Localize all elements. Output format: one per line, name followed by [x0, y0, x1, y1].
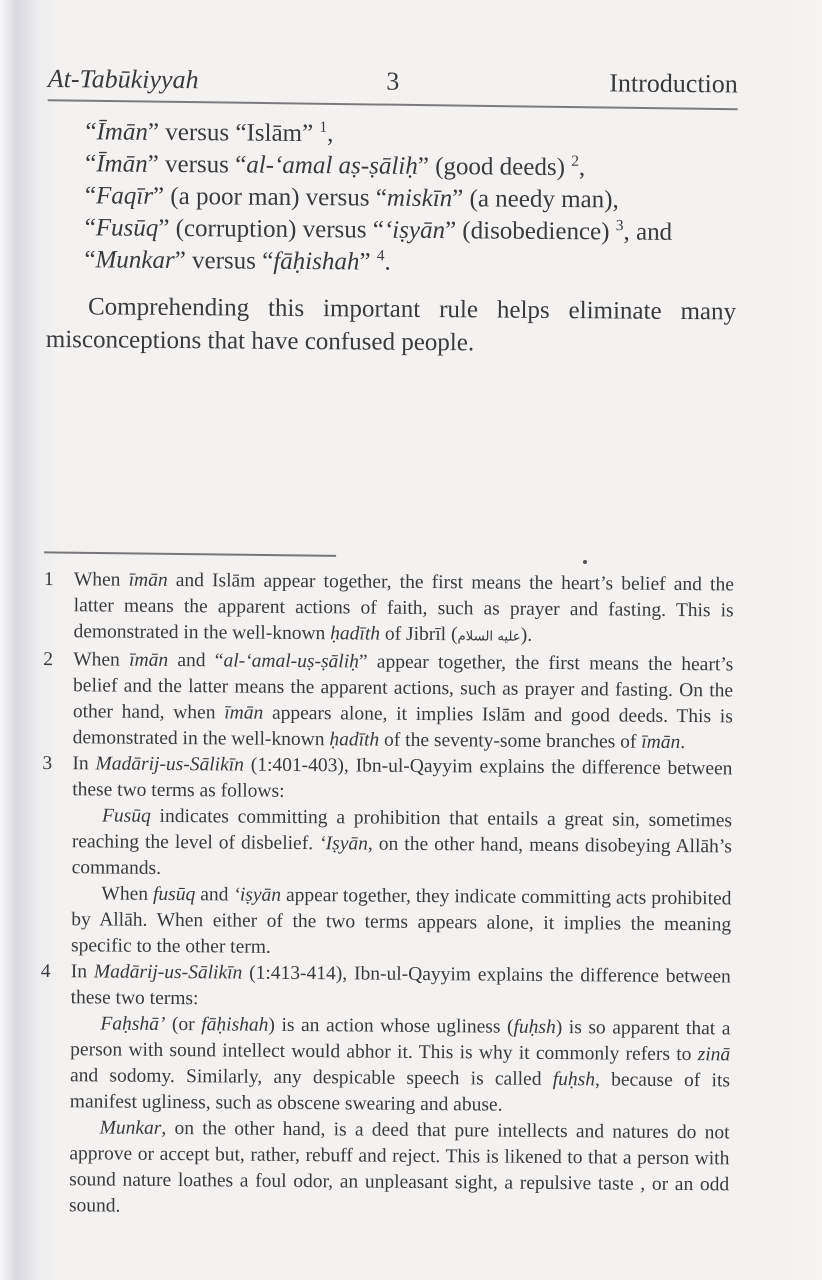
footnote-ref: 4	[376, 247, 385, 265]
text-run: “	[85, 118, 97, 146]
body-paragraph: Comprehending this important rule helps eliminate many misconceptions that have confused people.	[45, 293, 737, 357]
term-italic: Madārij-us-Sālikīn	[95, 753, 245, 776]
term-italic: ‘Iṣyān	[319, 833, 368, 855]
term-italic: fāḥishah	[201, 1014, 269, 1036]
footnote-paragraph	[73, 567, 734, 652]
text-run: In	[72, 753, 96, 775]
text-run: ) is so apparent that a person with sound intellect would abhor it. This is why it commonly refers to	[70, 1017, 731, 1066]
footnote-separator	[44, 551, 336, 557]
text-run: “	[85, 150, 97, 178]
term-line	[85, 148, 737, 185]
text-run: ” (disobedience)	[444, 217, 616, 246]
term-line	[85, 180, 737, 217]
text-run: ” (a needy man),	[452, 185, 619, 214]
term-italic: zinā	[697, 1044, 731, 1066]
text-run: ” (a poor man) versus “	[152, 182, 388, 212]
term-italic: miskīn	[386, 184, 453, 213]
footnote	[39, 959, 731, 1224]
text-run: “	[84, 182, 97, 210]
text-run: (1:413-414), Ibn-ul-Qayyim explains the difference between these two terms:	[70, 962, 731, 1010]
term-italic: ‘iṣyān	[383, 216, 446, 245]
text-run: When	[73, 569, 129, 591]
page-content	[39, 0, 739, 1224]
footnote-ref: 3	[615, 217, 624, 235]
text-run: .	[680, 731, 686, 754]
footnote-text	[71, 751, 733, 964]
text-run: In	[70, 961, 95, 983]
term-italic: al-‘amal-uṣ-ṣāliḥ	[223, 650, 359, 673]
footnote-text	[69, 959, 731, 1224]
text-run: and sodomy. Similarly, any despicable speech is called	[69, 1065, 553, 1090]
text-run: , because of its manifest ugliness, such as obscene swearing and abuse.	[69, 1069, 731, 1116]
term-italic: ḥadīth	[330, 623, 381, 645]
term-italic: fuḥsh	[513, 1016, 556, 1039]
term-italic: ‘iṣyān	[233, 884, 282, 906]
text-run: When	[73, 649, 130, 671]
text-run: When	[101, 883, 154, 905]
page-number: 3	[386, 66, 400, 96]
text-run: appear together, they indicate committing acts prohibited by Allāh. When either of the two terms appears alone, it implies the meaning specific to the other term.	[70, 884, 732, 958]
footnote-number: 3	[42, 752, 53, 775]
footnote-paragraph	[70, 1011, 731, 1120]
term-italic: īmān	[129, 649, 169, 671]
footnote-number: 1	[43, 568, 54, 591]
page-header	[48, 64, 738, 99]
header-rule	[48, 99, 738, 110]
text-run: .	[384, 248, 391, 276]
text-run: and	[195, 884, 234, 906]
term-italic: Īmān	[96, 150, 148, 178]
text-run: ).	[520, 624, 533, 646]
term-italic: īmān	[128, 569, 168, 591]
term-italic: ḥadīth	[329, 729, 380, 751]
footnote-text	[73, 567, 734, 652]
term-italic: Fusūq	[101, 805, 151, 827]
text-run: (or	[165, 1013, 202, 1036]
term-italic: al-‘amal aṣ-ṣāliḥ	[246, 151, 418, 180]
term-italic: Faqīr	[95, 182, 154, 210]
footnote-text	[73, 647, 734, 756]
term-italic: Fusūq	[95, 214, 159, 242]
term-line	[85, 212, 737, 249]
footnote-number: 2	[43, 648, 54, 671]
term-italic: īmān	[641, 731, 681, 753]
text-run: ) is an action whose ugliness (	[268, 1014, 514, 1038]
text-run: (1:401-403), Ibn-ul-Qayyim explains the difference between these two terms as follows:	[72, 754, 733, 802]
text-run: ” versus “Islām”	[147, 118, 320, 148]
term-italic: Munkar	[95, 246, 175, 275]
text-run: , and	[623, 218, 673, 246]
text-run: ” versus “	[174, 247, 274, 275]
footnote-paragraph	[71, 881, 732, 964]
term-italic: fāḥishah	[273, 247, 360, 276]
term-italic: Madārij-us-Sālikīn	[93, 961, 243, 984]
text-run: indicates committing a prohibition that entails a great sin, sometimes reaching the level of disbelief.	[71, 805, 733, 855]
footnote-paragraph	[72, 751, 732, 808]
chapter-title: Introduction	[609, 68, 738, 99]
text-run: “	[84, 214, 96, 242]
footnote-number: 4	[40, 960, 51, 983]
text-run: ” (corruption) versus “	[158, 214, 385, 244]
footnote-paragraph	[73, 647, 734, 756]
term-line	[85, 116, 737, 153]
text-run: ” versus “	[147, 150, 247, 179]
term-line	[84, 244, 736, 281]
text-run: and “	[168, 649, 224, 672]
footnote	[41, 751, 733, 964]
footnote-ref: 2	[571, 152, 580, 170]
text-run: “	[84, 246, 96, 274]
text-run: of Jibrīl (	[379, 623, 458, 646]
text-run: appears alone, it implies Islām and good deeds. This is demonstrated in the well-known	[72, 702, 733, 751]
term-italic: fuḥsh	[552, 1068, 596, 1091]
footnote-ref: 1	[319, 118, 328, 136]
honorific-arabic: عليه السلام	[457, 629, 521, 645]
text-run: ,	[578, 154, 586, 182]
text-run: and Islām appear together, the first means the heart’s belief and the latter means the apparent actions of faith, such as prayer and fasting. This is demonstrated in the well-known	[73, 569, 734, 645]
term-italic: fusūq	[152, 883, 196, 906]
text-run: ” (good deeds)	[417, 152, 572, 182]
footnote	[43, 647, 734, 756]
text-run: ”	[359, 248, 377, 276]
footnotes	[39, 567, 734, 1224]
text-run: ,	[327, 120, 334, 148]
term-italic: īmān	[224, 702, 264, 724]
text-run: , on the other hand, is a deed that pure intellects and natures do not approve or accept but, rather, rebuff and reject. This is likened to that a person with sound nature loathes a foul odor, an unpleasant sight, a repulsive taste , or an odd sound.	[68, 1117, 730, 1217]
footnote-paragraph	[71, 959, 731, 1016]
footnote-paragraph	[69, 1115, 730, 1224]
term-italic: Munkar	[99, 1117, 162, 1139]
footnote-paragraph	[72, 803, 733, 886]
term-italic: Īmān	[96, 118, 149, 146]
running-title: At-Tabūkiyyah	[47, 63, 199, 95]
text-run: of the seventy-some branches of	[379, 729, 642, 753]
footnote	[43, 567, 734, 652]
term-italic: Faḥshā’	[100, 1013, 166, 1035]
text-run: ” appear together, the first means the heart’s belief and the latter means the apparent actions, such as prayer and fasting. On the other hand, when	[72, 651, 734, 724]
text-run: , on the other hand, means disobeying Allāh’s commands.	[71, 833, 732, 879]
terms-list	[84, 116, 737, 281]
